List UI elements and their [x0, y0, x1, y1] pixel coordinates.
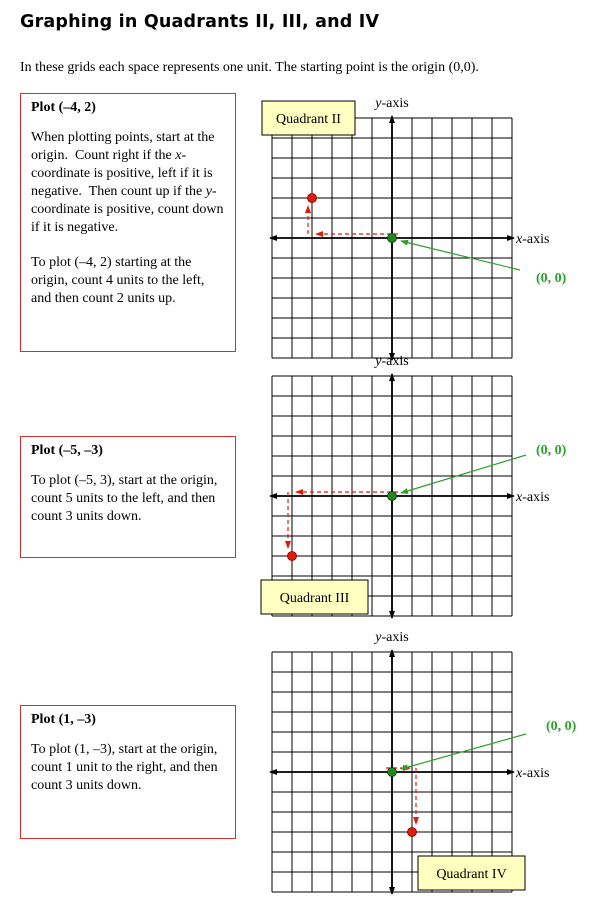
quadrant-label: Quadrant III [279, 591, 350, 606]
y-axis-label: y-axis [375, 630, 409, 645]
x-axis-label: x-axis [516, 490, 550, 505]
x-axis-label: x-axis [516, 766, 550, 781]
origin-label: (0, 0) [536, 443, 567, 458]
box-paragraph: When plotting points, start at the origin. Count right if the x-coordinate is positive, left if it is negative. Then count up if the y-coordinate is positive, count down if it is negative. [31, 130, 224, 235]
box-heading: Plot (1, –3) [31, 712, 96, 727]
quadrant-label: Quadrant II [276, 112, 341, 127]
grid-3 [270, 630, 577, 894]
box-paragraph: To plot (–5, 3), start at the origin, count 5 units to the left, and then count 3 units down. [31, 473, 218, 524]
grid-2 [261, 354, 567, 618]
origin-label: (0, 0) [536, 271, 567, 286]
box-paragraph: To plot (–4, 2) starting at the origin, count 4 units to the left, and then count 2 units up. [31, 255, 205, 306]
box-paragraph: To plot (1, –3), start at the origin, count 1 unit to the right, and then count 3 units down. [31, 742, 218, 793]
origin-point [388, 234, 397, 243]
origin-callout-arrow [401, 455, 526, 493]
origin-point [388, 492, 397, 501]
x-axis-label: x-axis [516, 232, 550, 247]
intro-text: In these grids each space represents one unit. The starting point is the origin (0,0). [20, 60, 479, 75]
origin-callout-arrow [401, 241, 520, 270]
page-title: Graphing in Quadrants II, III, and IV [20, 12, 380, 32]
box-heading: Plot (–4, 2) [31, 100, 96, 115]
y-axis-label: y-axis [375, 96, 409, 111]
box-heading: Plot (–5, –3) [31, 443, 103, 458]
grid-1 [262, 96, 567, 360]
plotted-point [408, 828, 417, 837]
y-axis-label: y-axis [375, 354, 409, 369]
plotted-point [308, 194, 317, 203]
origin-label: (0, 0) [546, 719, 577, 734]
quadrant-label: Quadrant IV [436, 867, 507, 882]
plotted-point [288, 552, 297, 561]
origin-point [388, 768, 397, 777]
